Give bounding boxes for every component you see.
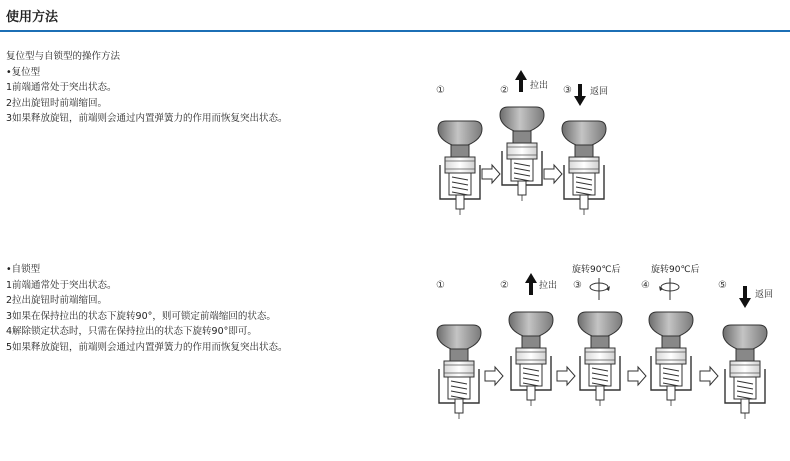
plunger-lock-state-3	[578, 312, 622, 406]
instructions-heading: 复位型与自锁型的操作方法	[6, 51, 121, 62]
lock-type-heading: •自锁型	[6, 264, 41, 275]
lock-rotate-label-b: 旋转90℃后	[651, 265, 700, 275]
lock-step-2: 2拉出旋钮时前端缩回。	[6, 295, 108, 306]
lock-pull-label: 拉出	[539, 281, 558, 291]
reset-step-marker-3: ③	[563, 85, 572, 96]
lock-diagram	[436, 263, 773, 419]
plunger-lock-state-5	[723, 325, 767, 419]
reset-diagram	[436, 70, 608, 215]
reset-step-3: 3如果释放旋钮，前端则会通过内置弹簧力的作用而恢复突出状态。	[6, 113, 288, 124]
reset-step-marker-2: ②	[500, 85, 509, 96]
lock-step-marker-3: ③	[573, 280, 582, 291]
pull-up-arrow-icon	[515, 70, 527, 92]
lock-step-1: 1前端通常处于突出状态。	[6, 279, 117, 291]
page-title: 使用方法	[6, 10, 59, 25]
reset-step-marker-1: ①	[436, 85, 445, 96]
reset-type-heading: •复位型	[6, 66, 41, 78]
lock-step-marker-2: ②	[500, 280, 509, 291]
reset-pull-label: 拉出	[530, 81, 549, 91]
lock-step-marker-5: ⑤	[718, 280, 727, 291]
lock-return-label: 返回	[755, 290, 774, 300]
reset-step-2: 2拉出旋钮时前端缩回。	[6, 97, 108, 109]
reset-step-1: 1前端通常处于突出状态。	[6, 82, 117, 93]
plunger-reset-state-3	[562, 121, 606, 215]
lock-step-4: 4解除锁定状态时，只需在保持拉出的状态下旋转90°即可。	[6, 326, 257, 337]
reset-return-label: 返回	[590, 87, 609, 97]
pull-up-arrow-icon	[525, 273, 537, 295]
lock-step-5: 5如果释放旋钮，前端则会通过内置弹簧力的作用而恢复突出状态。	[6, 341, 288, 353]
flow-arrow-icon	[700, 367, 718, 385]
plunger-reset-state-2	[500, 107, 544, 201]
plunger-lock-state-1	[437, 325, 481, 419]
flow-arrow-icon	[557, 367, 575, 385]
return-down-arrow-icon	[739, 286, 751, 308]
rotate-icon	[590, 278, 610, 300]
lock-step-marker-4: ④	[641, 280, 650, 291]
return-down-arrow-icon	[574, 84, 586, 106]
flow-arrow-icon	[485, 367, 503, 385]
lock-step-3: 3如果在保持拉出的状态下旋转90°，则可锁定前端缩回的状态。	[6, 310, 276, 322]
lock-step-marker-1: ①	[436, 280, 445, 291]
plunger-lock-state-4	[649, 312, 693, 406]
flow-arrow-icon	[544, 165, 562, 183]
lock-rotate-label-a: 旋转90℃后	[572, 265, 621, 275]
plunger-reset-state-1	[438, 121, 482, 215]
flow-arrow-icon	[482, 165, 500, 183]
flow-arrow-icon	[628, 367, 646, 385]
rotate-icon	[659, 278, 679, 300]
plunger-lock-state-2	[509, 312, 553, 406]
